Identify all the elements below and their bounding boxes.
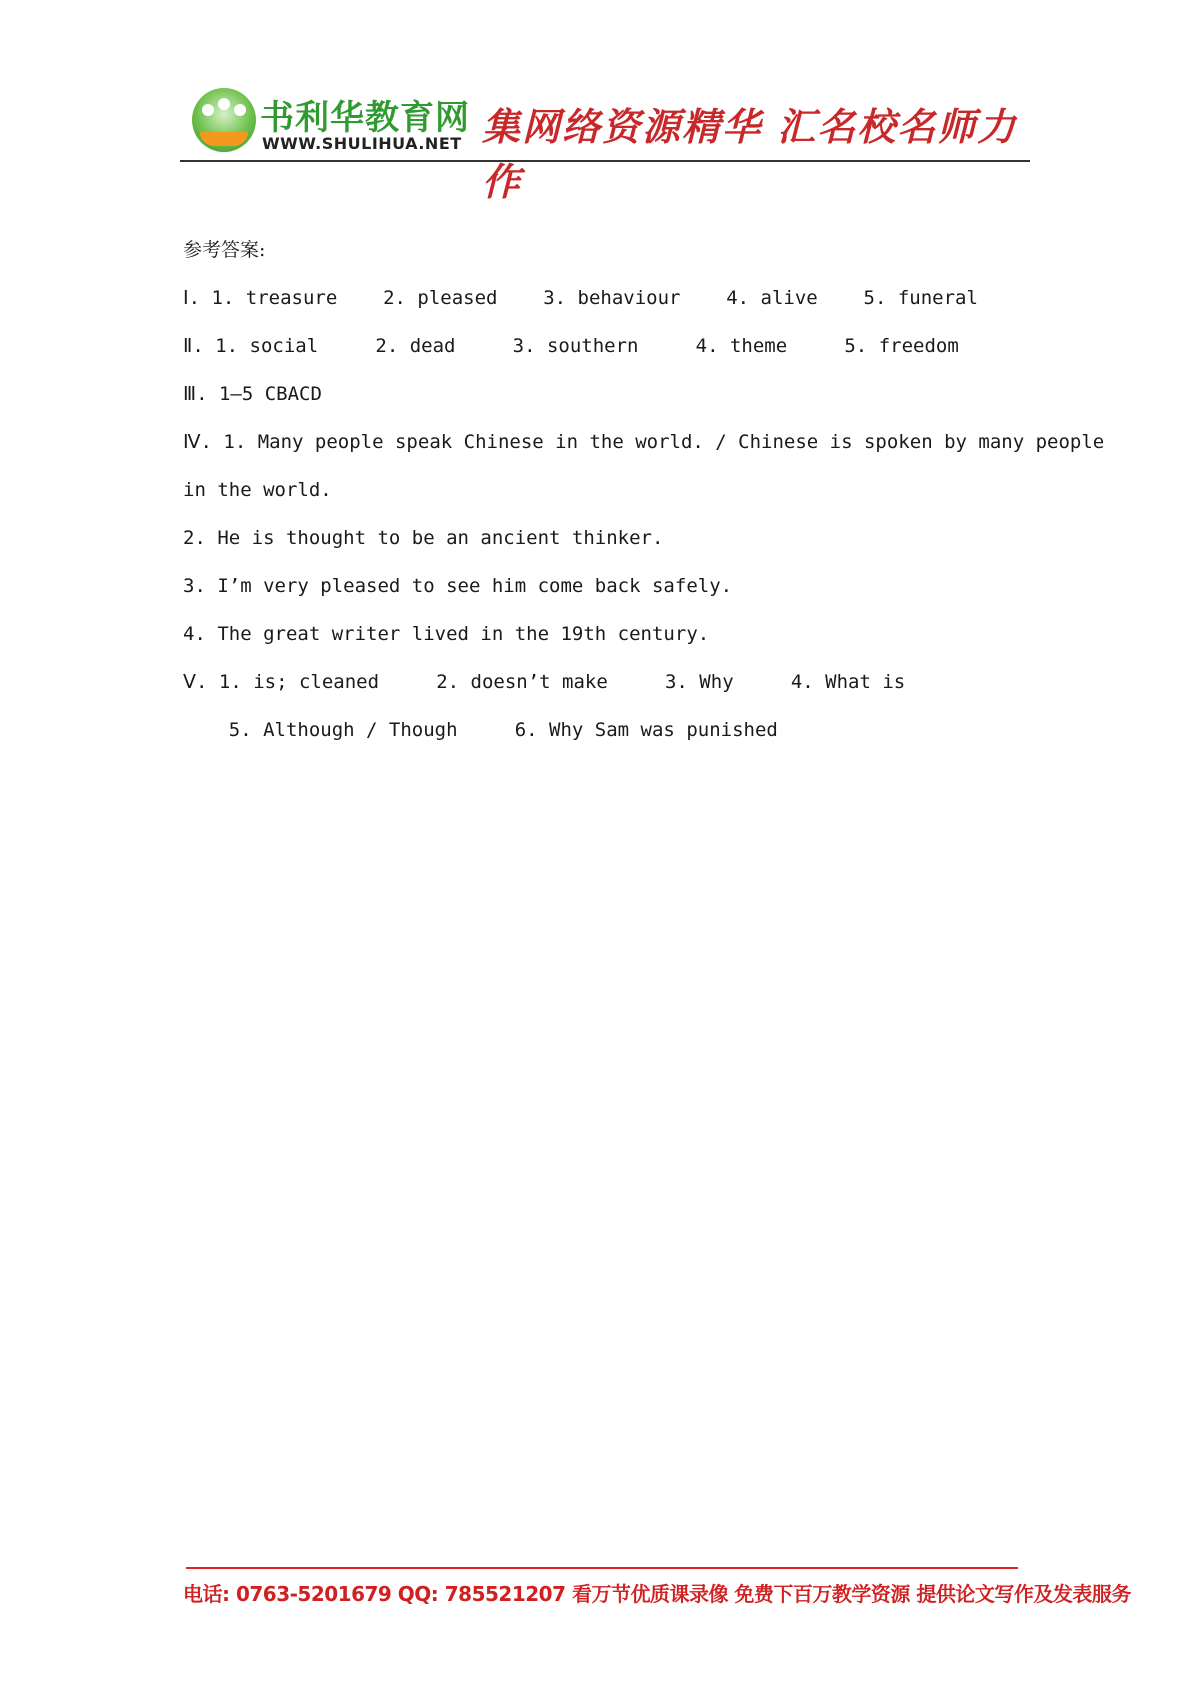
answer-line-1: Ⅰ. 1. treasure 2. pleased 3. behaviour 4. alive 5. funeral xyxy=(183,287,978,309)
answer-line-7: 3. I’m very pleased to see him come back safely. xyxy=(183,575,733,597)
answer-line-3: Ⅲ. 1—5 CBACD xyxy=(183,383,322,405)
answer-line-4: Ⅳ. 1. Many people speak Chinese in the world. / Chinese is spoken by many people xyxy=(183,431,1105,453)
brand-url: WWW.SHULIHUA.NET xyxy=(262,134,462,153)
answer-line-6: 2. He is thought to be an ancient thinker. xyxy=(183,527,664,549)
answer-line-10: 5. Although / Though 6. Why Sam was punished xyxy=(183,719,778,741)
logo-icon xyxy=(192,88,256,152)
site-header xyxy=(180,84,1030,204)
answer-line-9: Ⅴ. 1. is; cleaned 2. doesn’t make 3. Why 4. What is xyxy=(183,671,906,693)
header-slogan: 集网络资源精华 汇名校名师力作 xyxy=(482,105,1018,204)
answer-line-5: in the world. xyxy=(183,479,332,501)
answer-line-8: 4. The great writer lived in the 19th century. xyxy=(183,623,710,645)
brand-name: 书利华教育网 xyxy=(260,98,470,138)
header-divider xyxy=(180,160,1030,162)
answer-heading: 参考答案: xyxy=(183,239,266,261)
footer-contact: 电话: 0763-5201679 QQ: 785521207 看万节优质课录像 免费下百万教学资源 提供论文写作及发表服务 xyxy=(183,1582,1131,1606)
footer-divider xyxy=(186,1567,1018,1569)
answer-line-2: Ⅱ. 1. social 2. dead 3. southern 4. theme 5. freedom xyxy=(183,335,959,357)
